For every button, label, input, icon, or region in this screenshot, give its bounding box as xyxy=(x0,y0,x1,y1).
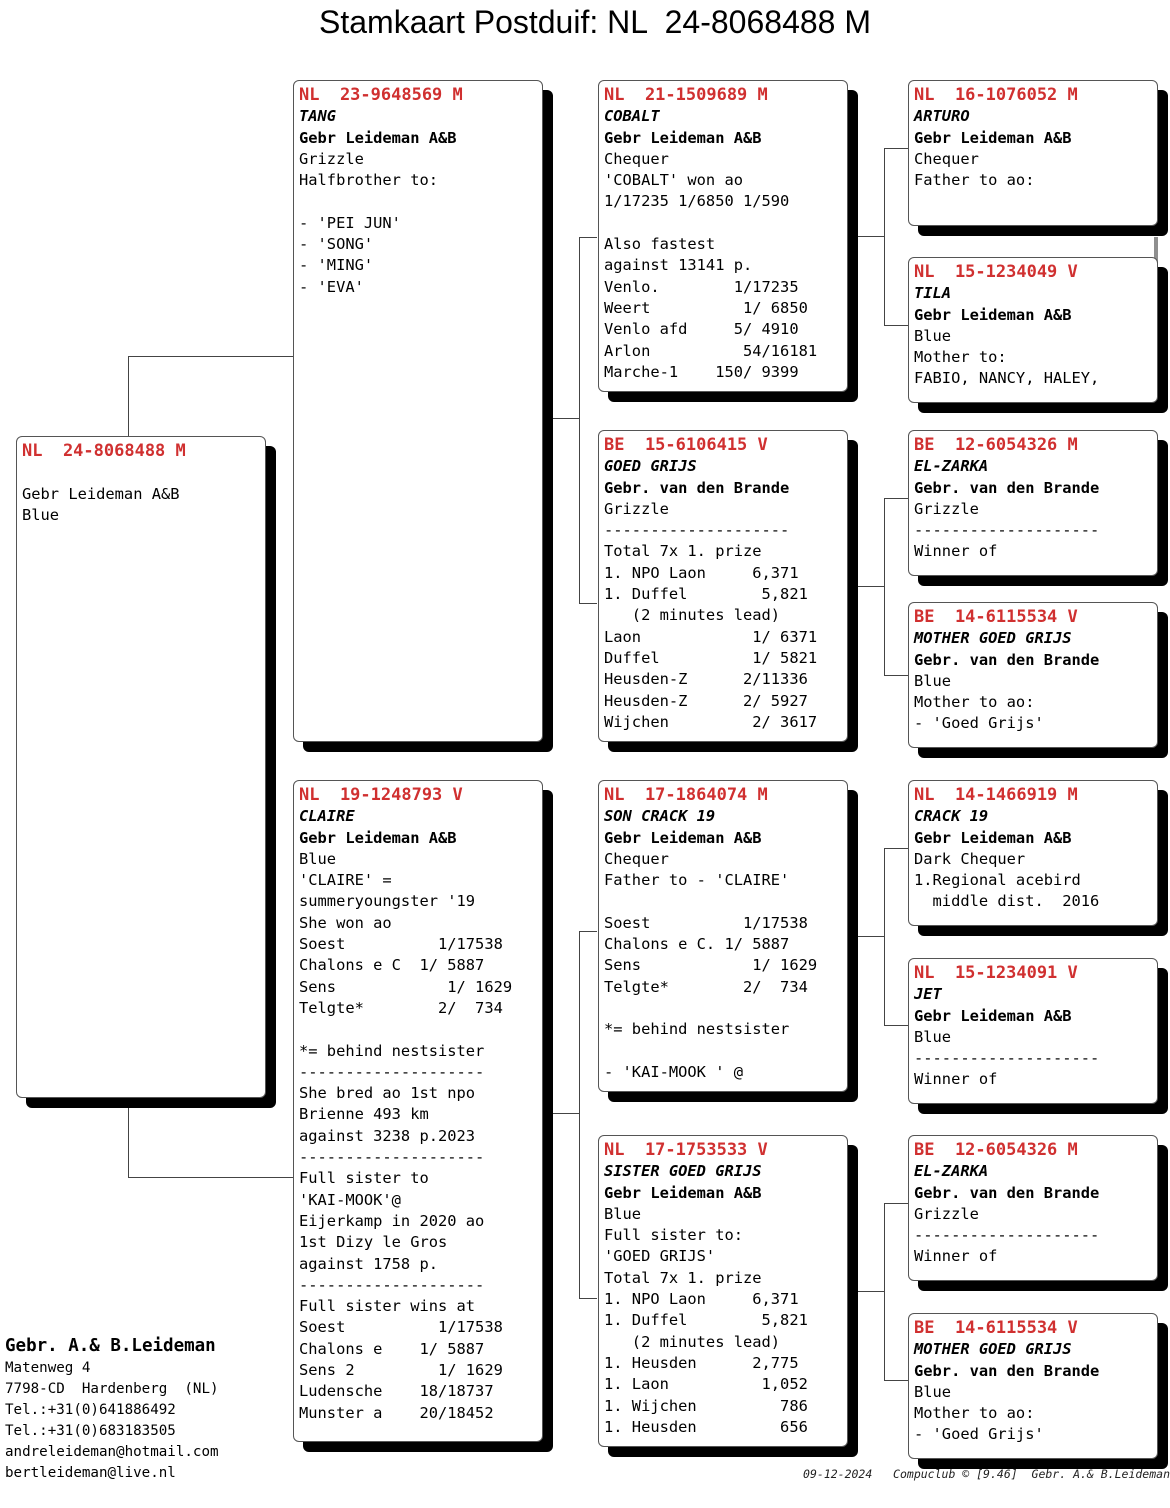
info-line: - 'PEI JUN' xyxy=(299,213,401,232)
info-line: Mother to: xyxy=(914,348,1007,367)
info-line: Blue xyxy=(914,326,952,345)
pigeon-card-ds xyxy=(598,780,848,1092)
info-line: 1. Duffel 5,821 xyxy=(604,585,808,604)
info-line: - 'KAI-MOOK ' @ xyxy=(604,1062,743,1081)
connector xyxy=(884,1203,908,1204)
owner-name: Gebr Leideman A&B xyxy=(604,1183,762,1202)
info-line: -------------------- xyxy=(299,1062,485,1081)
info-line: Marche-1 150/ 9399 xyxy=(604,362,799,381)
ring-number: NL 24-8068488 M xyxy=(22,441,186,461)
pigeon-name: JET xyxy=(914,985,942,1004)
info-line: Winner of xyxy=(914,1070,998,1089)
info-line: Grizzle xyxy=(604,499,669,518)
info-line: Heusden-Z 2/ 5927 xyxy=(604,691,808,710)
info-line: Ludensche 18/18737 xyxy=(299,1382,494,1401)
info-line: Blue xyxy=(22,505,60,524)
ring-number: NL 21-1509689 M xyxy=(604,85,768,105)
breeder-address xyxy=(5,1334,285,1484)
info-line: *= behind nestsister xyxy=(604,1020,790,1039)
info-line: Laon 1/ 6371 xyxy=(604,627,818,646)
info-line: Venlo. 1/17235 xyxy=(604,277,799,296)
info-line: (2 minutes lead) xyxy=(604,606,781,625)
connector xyxy=(128,356,129,436)
pigeon-card-sire xyxy=(293,80,543,742)
pigeon-card-dds xyxy=(908,1135,1158,1281)
pigeon-card-dam xyxy=(293,780,543,1442)
connector xyxy=(858,586,885,587)
connector xyxy=(884,1380,908,1381)
info-line xyxy=(604,213,847,234)
info-line: Chequer xyxy=(604,849,669,868)
ring-number: BE 14-6115534 V xyxy=(914,607,1078,627)
info-line: FABIO, NANCY, HALEY, xyxy=(914,369,1100,388)
info-line xyxy=(604,998,847,1019)
pigeon-card-dd xyxy=(598,1135,848,1447)
info-line: Full sister to: xyxy=(604,1226,743,1245)
info-line: 'GOED GRIJS' xyxy=(604,1247,716,1266)
info-line: Brienne 493 km xyxy=(299,1105,429,1124)
owner-name: Gebr Leideman A&B xyxy=(604,828,762,847)
info-line: Gebr Leideman A&B xyxy=(22,484,180,503)
connector xyxy=(579,931,580,1299)
ring-number: NL 16-1076052 M xyxy=(914,85,1078,105)
info-line: Winner of xyxy=(914,1247,998,1266)
info-line: 'COBALT' won ao xyxy=(604,171,743,190)
info-line: Munster a 20/18452 xyxy=(299,1403,494,1422)
info-line: against 1758 p. xyxy=(299,1254,438,1273)
info-line: Chalons e C. 1/ 5887 xyxy=(604,935,790,954)
info-line: Heusden-Z 2/11336 xyxy=(604,670,808,689)
pigeon-name: EL-ZARKA xyxy=(914,1162,989,1181)
connector xyxy=(858,236,885,237)
info-line: 1. Wijchen 786 xyxy=(604,1396,808,1415)
pigeon-name: CLAIRE xyxy=(299,807,355,826)
info-line: -------------------- xyxy=(604,521,790,540)
info-line: Grizzle xyxy=(914,499,979,518)
ring-number: NL 15-1234091 V xyxy=(914,963,1078,983)
connector xyxy=(858,1291,885,1292)
info-line: She won ao xyxy=(299,913,392,932)
info-line: -------------------- xyxy=(914,521,1100,540)
pigeon-name: TANG xyxy=(299,107,337,126)
pigeon-name: COBALT xyxy=(604,107,660,126)
pigeon-card-sd xyxy=(598,430,848,742)
info-line: (2 minutes lead) xyxy=(604,1332,781,1351)
info-line: summeryoungster '19 xyxy=(299,892,476,911)
info-line: Total 7x 1. prize xyxy=(604,1268,762,1287)
pigeon-card-sds xyxy=(908,430,1158,576)
info-line: Wijchen 2/ 3617 xyxy=(604,712,818,731)
ring-number: NL 23-9648569 M xyxy=(299,85,463,105)
connector xyxy=(128,356,293,357)
info-line: Blue xyxy=(299,849,337,868)
owner-name: Gebr Leideman A&B xyxy=(299,128,457,147)
info-line: 1. Heusden 656 xyxy=(604,1417,808,1436)
info-line: -------------------- xyxy=(299,1148,485,1167)
info-line: Eijerkamp in 2020 ao xyxy=(299,1211,485,1230)
ring-number: NL 17-1753533 V xyxy=(604,1140,768,1160)
info-line: Mother to ao: xyxy=(914,1404,1035,1423)
info-line: -------------------- xyxy=(299,1275,485,1294)
pigeon-name: TILA xyxy=(914,284,952,303)
connector xyxy=(884,498,908,499)
owner-name: Gebr Leideman A&B xyxy=(299,828,457,847)
info-line: Sens 2 1/ 1629 xyxy=(299,1361,503,1380)
pigeon-card-dss xyxy=(908,780,1158,926)
owner-name: Gebr. van den Brande xyxy=(914,1183,1100,1202)
info-line: Duffel 1/ 5821 xyxy=(604,648,818,667)
info-line: 1.Regional acebird xyxy=(914,871,1081,890)
info-line xyxy=(299,1019,542,1040)
info-line xyxy=(299,191,542,212)
info-line: Chalons e 1/ 5887 xyxy=(299,1339,485,1358)
info-line: Full sister wins at xyxy=(299,1297,476,1316)
email-line[interactable]: bertleideman@live.nl xyxy=(5,1465,176,1481)
info-line: Winner of xyxy=(914,542,998,561)
connector xyxy=(579,931,597,932)
info-line: -------------------- xyxy=(914,1226,1100,1245)
connector xyxy=(553,418,580,419)
connector xyxy=(884,848,885,1026)
info-line: 1. Duffel 5,821 xyxy=(604,1311,808,1330)
connector xyxy=(579,1298,597,1299)
pigeon-name: GOED GRIJS xyxy=(604,457,697,476)
info-line: Blue xyxy=(914,671,952,690)
info-line: 1/17235 1/6850 1/590 xyxy=(604,192,790,211)
info-line: Total 7x 1. prize xyxy=(604,542,762,561)
connector xyxy=(884,675,908,676)
pigeon-name: MOTHER GOED GRIJS xyxy=(914,629,1072,648)
info-line: 'KAI-MOOK'@ xyxy=(299,1190,401,1209)
connector xyxy=(884,148,885,326)
pigeon-card-ssd xyxy=(908,257,1158,403)
info-line: She bred ao 1st npo xyxy=(299,1084,476,1103)
ring-number: NL 19-1248793 V xyxy=(299,785,463,805)
info-line: *= behind nestsister xyxy=(299,1041,485,1060)
owner-name: Gebr Leideman A&B xyxy=(604,128,762,147)
info-line: 1. Laon 1,052 xyxy=(604,1375,808,1394)
ring-number: BE 12-6054326 M xyxy=(914,435,1078,455)
ring-number: NL 15-1234049 V xyxy=(914,262,1078,282)
info-line: Mother to ao: xyxy=(914,693,1035,712)
info-line: Blue xyxy=(604,1204,642,1223)
owner-name: Gebr. van den Brande xyxy=(914,478,1100,497)
owner-name: Gebr. van den Brande xyxy=(914,1361,1100,1380)
pigeon-name: MOTHER GOED GRIJS xyxy=(914,1340,1072,1359)
info-line: Chequer xyxy=(914,149,979,168)
info-line: - 'Goed Grijs' xyxy=(914,714,1044,733)
info-line: Blue xyxy=(914,1027,952,1046)
info-line: - 'SONG' xyxy=(299,235,374,254)
info-line: Full sister to xyxy=(299,1169,429,1188)
ring-number: NL 14-1466919 M xyxy=(914,785,1078,805)
info-line: Grizzle xyxy=(914,1204,979,1223)
connector xyxy=(884,498,885,676)
info-line: Weert 1/ 6850 xyxy=(604,298,808,317)
page-title: Stamkaart Postduif: NL 24-8068488 M xyxy=(319,4,871,40)
info-line: Sens 1/ 1629 xyxy=(604,956,818,975)
info-line: against 13141 p. xyxy=(604,256,753,275)
owner-name: Gebr Leideman A&B xyxy=(914,1006,1072,1025)
info-line: - 'Goed Grijs' xyxy=(914,1425,1044,1444)
info-line: middle dist. 2016 xyxy=(914,892,1100,911)
pigeon-card-sss xyxy=(908,80,1158,226)
owner-name: Gebr Leideman A&B xyxy=(914,828,1072,847)
info-line: Telgte* 2/ 734 xyxy=(604,977,808,996)
info-line: Dark Chequer xyxy=(914,849,1026,868)
info-line: Father to ao: xyxy=(914,171,1035,190)
info-line: 1. NPO Laon 6,371 xyxy=(604,563,799,582)
pigeon-card-ddd xyxy=(908,1313,1158,1459)
info-line: Chequer xyxy=(604,149,669,168)
pigeon-name: SISTER GOED GRIJS xyxy=(604,1162,762,1181)
info-line: Blue xyxy=(914,1382,952,1401)
address-line: Matenweg 4 xyxy=(5,1360,91,1376)
owner-name: Gebr. van den Brande xyxy=(604,478,790,497)
owner-name: Gebr Leideman A&B xyxy=(914,128,1072,147)
info-line: 'CLAIRE' = xyxy=(299,871,392,890)
info-line: against 3238 p.2023 xyxy=(299,1126,476,1145)
pigeon-name: CRACK 19 xyxy=(914,807,989,826)
connector xyxy=(128,1108,129,1177)
ring-number: NL 17-1864074 M xyxy=(604,785,768,805)
address-line: 7798-CD Hardenberg (NL) xyxy=(5,1381,219,1397)
pigeon-name: EL-ZARKA xyxy=(914,457,989,476)
connector xyxy=(579,237,580,604)
info-line: Telgte* 2/ 734 xyxy=(299,998,503,1017)
breeder-name: Gebr. A.& B.Leideman xyxy=(5,1336,216,1356)
info-line: Sens 1/ 1629 xyxy=(299,977,513,996)
info-line: 1. Heusden 2,775 xyxy=(604,1353,799,1372)
pigeon-name: SON CRACK 19 xyxy=(604,807,716,826)
connector xyxy=(884,1025,908,1026)
owner-name: Gebr Leideman A&B xyxy=(914,305,1072,324)
info-line xyxy=(604,1041,847,1062)
email-line[interactable]: andreleideman@hotmail.com xyxy=(5,1444,219,1460)
connector xyxy=(858,936,885,937)
info-line: Soest 1/17538 xyxy=(299,935,503,954)
connector xyxy=(579,237,597,238)
phone-line: Tel.:+31(0)641886492 xyxy=(5,1402,176,1418)
info-line: Arlon 54/16181 xyxy=(604,341,818,360)
info-line: Venlo afd 5/ 4910 xyxy=(604,320,799,339)
info-line: - 'MING' xyxy=(299,256,374,275)
info-line: Soest 1/17538 xyxy=(299,1318,503,1337)
info-line: - 'EVA' xyxy=(299,277,364,296)
info-line: 1. NPO Laon 6,371 xyxy=(604,1290,799,1309)
pigeon-card-subject xyxy=(16,436,266,1098)
info-line: Soest 1/17538 xyxy=(604,913,808,932)
connector xyxy=(884,325,908,326)
ring-number: BE 15-6106415 V xyxy=(604,435,768,455)
connector xyxy=(553,1113,580,1114)
pigeon-name: ARTURO xyxy=(914,107,970,126)
info-line xyxy=(22,462,265,483)
info-line: 1st Dizy le Gros xyxy=(299,1233,448,1252)
info-line: Father to - 'CLAIRE' xyxy=(604,871,790,890)
pigeon-card-sdd xyxy=(908,602,1158,748)
ring-number: BE 12-6054326 M xyxy=(914,1140,1078,1160)
ring-number: BE 14-6115534 V xyxy=(914,1318,1078,1338)
info-line: Grizzle xyxy=(299,149,364,168)
owner-name: Gebr. van den Brande xyxy=(914,650,1100,669)
connector xyxy=(884,148,908,149)
phone-line: Tel.:+31(0)683183505 xyxy=(5,1423,176,1439)
pigeon-card-ss xyxy=(598,80,848,392)
info-line: Chalons e C 1/ 5887 xyxy=(299,956,485,975)
connector xyxy=(128,1177,293,1178)
pigeon-card-dsd xyxy=(908,958,1158,1104)
connector xyxy=(884,848,908,849)
info-line: Also fastest xyxy=(604,235,716,254)
connector xyxy=(884,1203,885,1381)
footer-credit: 09-12-2024 Compuclub © [9.46] Gebr. A.& B.Leideman xyxy=(803,1467,1170,1481)
connector xyxy=(579,603,597,604)
info-line: -------------------- xyxy=(914,1049,1100,1068)
info-line xyxy=(604,891,847,912)
info-line: Halfbrother to: xyxy=(299,171,438,190)
